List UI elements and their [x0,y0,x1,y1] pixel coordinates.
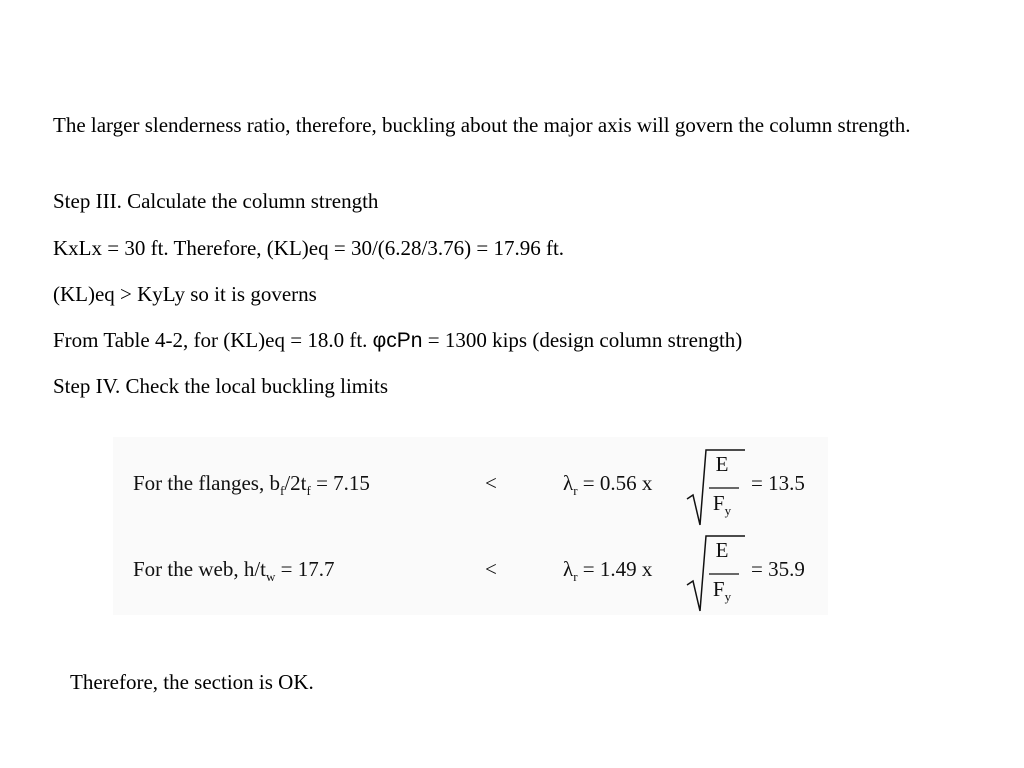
local-buckling-checks [113,437,828,615]
denominator-subscript: y [724,589,732,605]
flange-coefficient: = 0.56 x [577,471,653,495]
equivalent-length-calc: KxLx = 30 ft. Therefore, (KL)eq = 30/(6.28/3.76) = 17.96 ft. [53,236,565,260]
web-denominator [704,577,740,605]
web-subscript-t: w [265,569,276,585]
web-coefficient: = 1.49 x [577,557,653,581]
denominator-f: F [712,491,725,515]
web-label: For the web, h/t [133,557,266,581]
web-less-than: < [485,557,497,581]
governs-statement: (KL)eq > KyLy so it is governs [53,282,317,306]
flange-check-row [113,447,828,527]
web-limit-result: = 35.9 [751,557,805,581]
denominator-f: F [712,577,725,601]
flange-label: For the flanges, b [133,471,280,495]
flange-condition [133,471,370,499]
step-four-heading: Step IV. Check the local buckling limits [53,374,388,398]
step-three-heading: Step III. Calculate the column strength [53,189,379,213]
flange-lambda [563,471,652,499]
web-condition [133,557,334,585]
lambda-symbol: λ [563,471,574,495]
conclusion-text: Therefore, the section is OK. [70,670,314,694]
web-lambda [563,557,652,585]
lambda-symbol: λ [563,557,574,581]
web-check-row [113,533,828,613]
web-numerator: E [715,538,729,562]
phi-c-pn-symbol: φcPn [372,329,423,352]
design-strength-lead: From Table 4-2, for (KL)eq = 18.0 ft. [53,328,373,352]
paragraph-slenderness: The larger slenderness ratio, therefore, buckling about the major axis will govern the column strength. [53,113,911,137]
lambda-subscript: r [573,569,578,585]
design-strength-value: = 1300 kips (design column strength) [422,328,743,352]
denominator-subscript: y [724,503,732,519]
flange-denominator [704,491,740,519]
flange-label-mid: /2t [284,471,307,495]
flange-ratio-value: = 7.15 [310,471,370,495]
flange-less-than: < [485,471,497,495]
lambda-subscript: r [573,483,578,499]
flange-subscript-t: f [306,483,311,499]
flange-numerator: E [715,452,729,476]
flange-limit-result: = 13.5 [751,471,805,495]
design-strength-line [53,325,953,356]
web-ratio-value: = 17.7 [275,557,335,581]
flange-subscript-b: f [279,483,285,499]
